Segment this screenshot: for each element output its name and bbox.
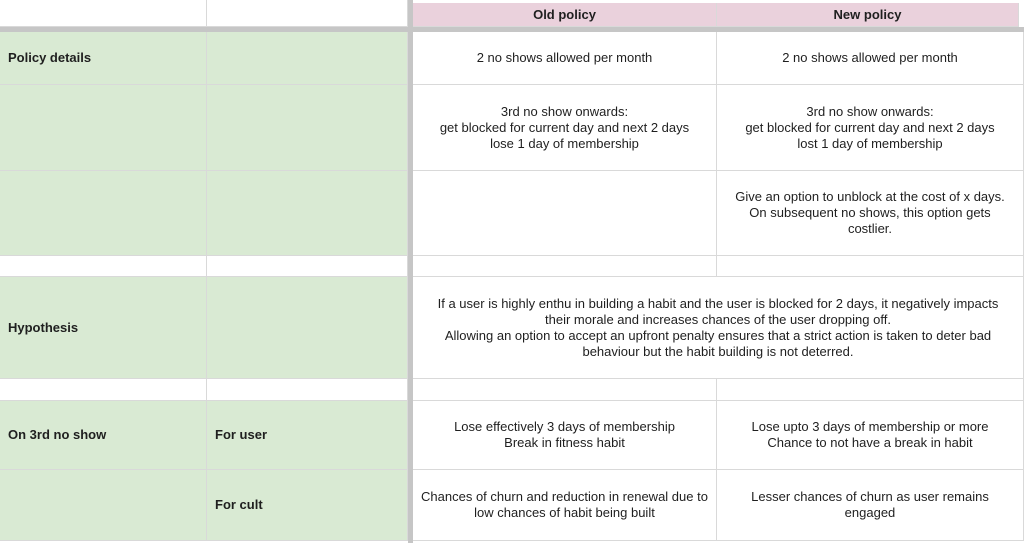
policy-row3-old[interactable] (413, 171, 717, 256)
policy-row1-old[interactable]: 2 no shows allowed per month (413, 32, 717, 85)
for-user-old[interactable]: Lose effectively 3 days of membership Break in fitness habit (413, 401, 717, 470)
policy-details-label-cell-2[interactable] (0, 85, 207, 171)
policy-row1-new[interactable]: 2 no shows allowed per month (717, 32, 1024, 85)
header-old-policy[interactable]: Old policy (413, 3, 717, 27)
policy-details-sub-cell-1[interactable] (207, 32, 408, 85)
for-cult-label[interactable]: For cult (207, 470, 408, 541)
hypothesis-sub-cell[interactable] (207, 277, 408, 379)
for-user-label[interactable]: For user (207, 401, 408, 470)
policy-details-label-cell-3[interactable] (0, 171, 207, 256)
policy-row3-new[interactable]: Give an option to unblock at the cost of x days. On subsequent no shows, this option gets costlier. (717, 171, 1024, 256)
spacer-cell-a-2[interactable] (0, 379, 207, 401)
spacer-cell-d-1[interactable] (717, 256, 1024, 277)
spacer-cell-b-2[interactable] (207, 379, 408, 401)
third-no-show-label[interactable]: On 3rd no show (0, 401, 207, 470)
header-cell-a[interactable] (0, 0, 207, 27)
spacer-cell-c-2[interactable] (413, 379, 717, 401)
spacer-cell-d-2[interactable] (717, 379, 1024, 401)
hypothesis-text[interactable]: If a user is highly enthu in building a habit and the user is blocked for 2 days, it negatively impacts their morale and increases chances of the user dropping off. Allowing an option to accept an upfront penalty ensures that a strict action is taken to deter bad behaviour but the habit building is not deterred. (413, 277, 1024, 379)
policy-row2-old[interactable]: 3rd no show onwards: get blocked for current day and next 2 days lose 1 day of membership (413, 85, 717, 171)
for-user-new[interactable]: Lose upto 3 days of membership or more Chance to not have a break in habit (717, 401, 1024, 470)
spacer-cell-b-1[interactable] (207, 256, 408, 277)
header-cell-b[interactable] (207, 0, 408, 27)
hypothesis-label[interactable]: Hypothesis (0, 277, 207, 379)
for-cult-old[interactable]: Chances of churn and reduction in renewal due to low chances of habit being built (413, 470, 717, 541)
for-cult-new[interactable]: Lesser chances of churn as user remains engaged (717, 470, 1024, 541)
policy-details-label[interactable]: Policy details (0, 32, 207, 85)
spacer-cell-a-1[interactable] (0, 256, 207, 277)
policy-row2-new[interactable]: 3rd no show onwards: get blocked for current day and next 2 days lost 1 day of membership (717, 85, 1024, 171)
frozen-column-divider[interactable] (408, 0, 413, 543)
policy-details-sub-cell-3[interactable] (207, 171, 408, 256)
header-new-policy[interactable]: New policy (717, 3, 1019, 27)
spacer-cell-c-1[interactable] (413, 256, 717, 277)
third-no-show-label-cell-2[interactable] (0, 470, 207, 541)
frozen-row-divider[interactable] (0, 27, 1024, 32)
policy-details-sub-cell-2[interactable] (207, 85, 408, 171)
